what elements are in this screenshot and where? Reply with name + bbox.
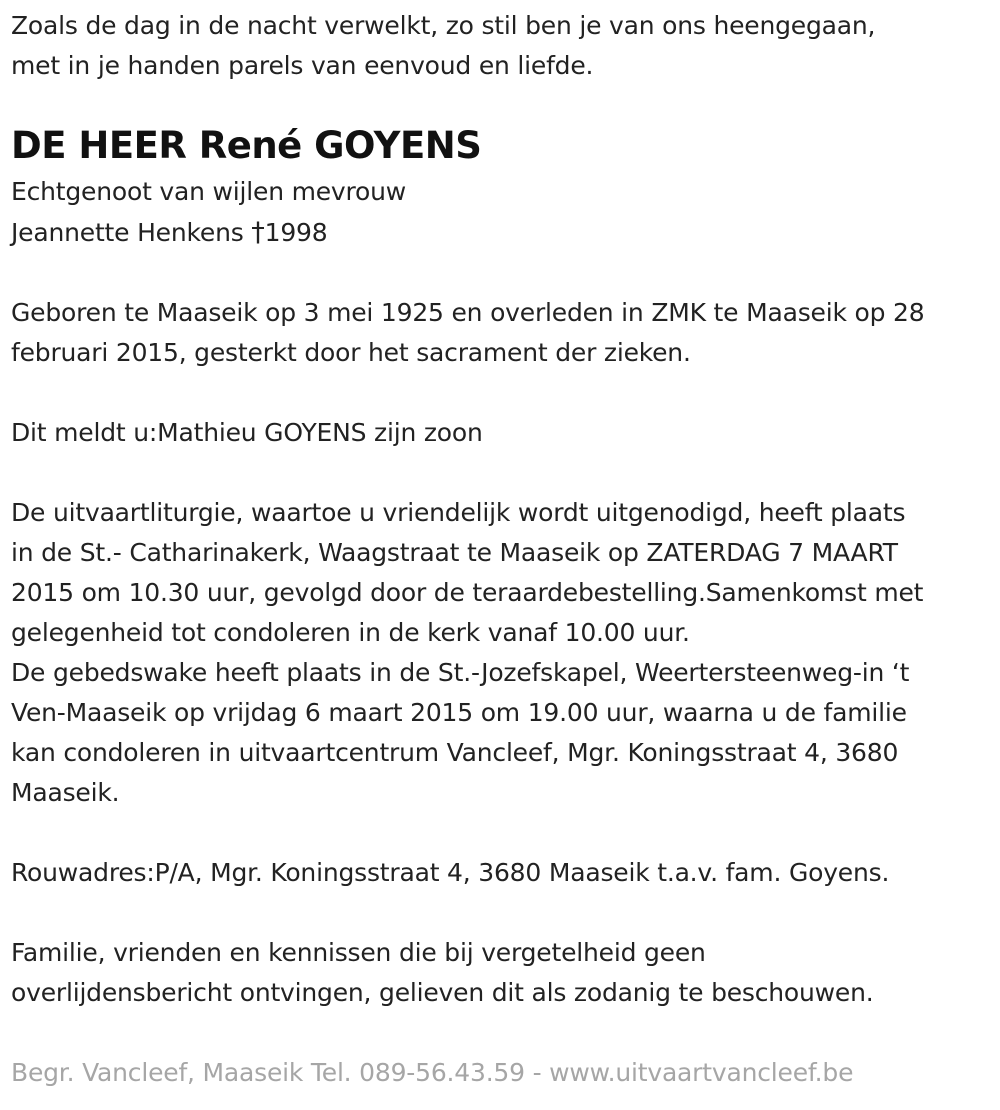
notice-line-1: Familie, vrienden en kennissen die bij vergetelheid geen (11, 938, 706, 967)
mourning-address: Rouwadres:P/A, Mgr. Koningsstraat 4, 3680 Maaseik t.a.v. fam. Goyens. (11, 858, 890, 887)
liturgy-line-2: in de St.- Catharinakerk, Waagstraat te Maaseik op ZATERDAG 7 MAART (11, 538, 898, 567)
cross-icon: † (251, 217, 265, 248)
birth-line-1: Geboren te Maaseik op 3 mei 1925 en overleden in ZMK te Maaseik op 28 (11, 298, 925, 327)
liturgy-line-4: gelegenheid tot condoleren in de kerk vanaf 10.00 uur. (11, 618, 690, 647)
poem-line-1: Zoals de dag in de nacht verwelkt, zo stil ben je van ons heengegaan, (11, 11, 876, 40)
liturgy-line-8: Maaseik. (11, 778, 120, 807)
birth-line-2: februari 2015, gesterkt door het sacrament der zieken. (11, 338, 691, 367)
liturgy-line-7: kan condoleren in uitvaartcentrum Vancleef, Mgr. Koningsstraat 4, 3680 (11, 738, 899, 767)
liturgy-line-3: 2015 om 10.30 uur, gevolgd door de teraardebestelling.Samenkomst met (11, 578, 924, 607)
funeral-home-footer: Begr. Vancleef, Maaseik Tel. 089-56.43.59 - www.uitvaartvancleef.be (11, 1058, 854, 1087)
liturgy-line-5: De gebedswake heeft plaats in de St.-Jozefskapel, Weertersteenweg-in ‘t (11, 658, 910, 687)
liturgy-line-1: De uitvaartliturgie, waartoe u vriendelijk wordt uitgenodigd, heeft plaats (11, 498, 906, 527)
liturgy-line-6: Ven-Maaseik op vrijdag 6 maart 2015 om 19.00 uur, waarna u de familie (11, 698, 907, 727)
spouse-name: Jeannette Henkens (11, 218, 252, 247)
announced-by: Dit meldt u:Mathieu GOYENS zijn zoon (11, 418, 483, 447)
spouse-year: 1998 (264, 218, 328, 247)
poem-line-2: met in je handen parels van eenvoud en liefde. (11, 51, 594, 80)
spouse-line-2 (11, 213, 327, 253)
spouse-line-1: Echtgenoot van wijlen mevrouw (11, 177, 407, 206)
deceased-name-title: DE HEER René GOYENS (11, 124, 482, 167)
notice-line-2: overlijdensbericht ontvingen, gelieven dit als zodanig te beschouwen. (11, 978, 874, 1007)
